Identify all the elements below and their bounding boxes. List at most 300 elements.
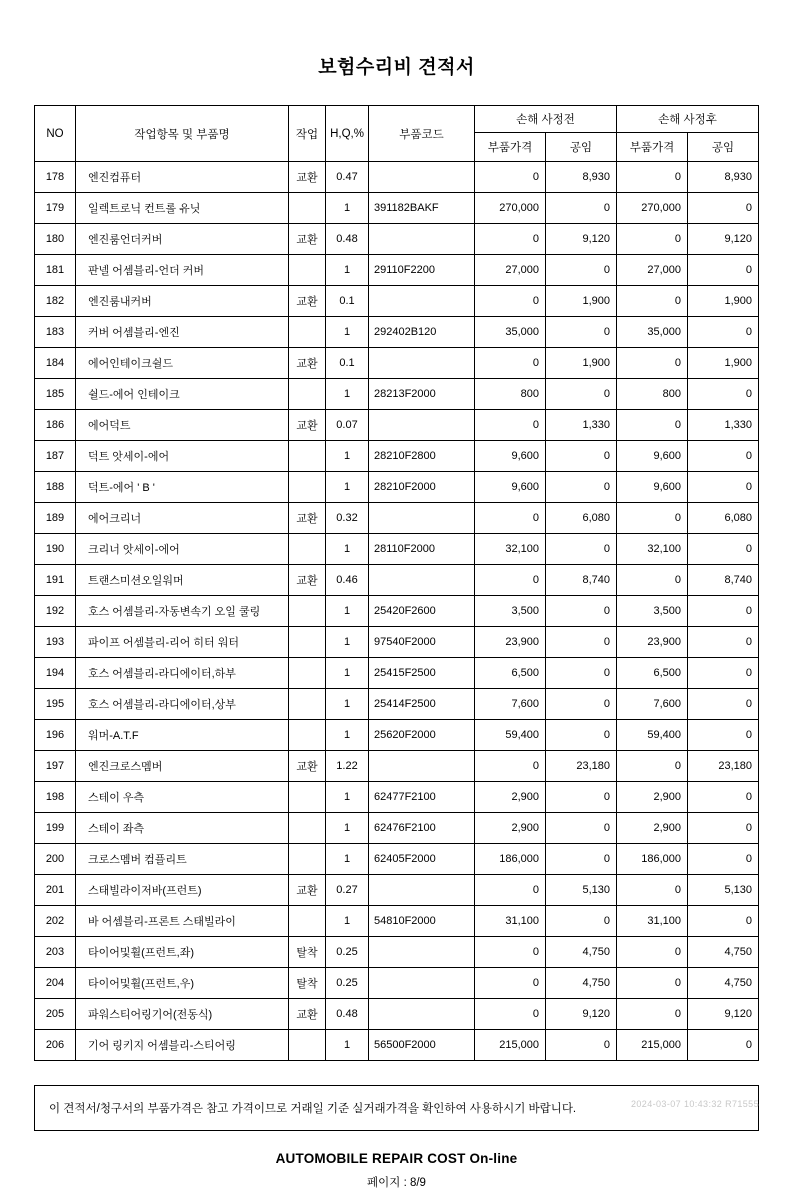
table-row xyxy=(35,751,759,782)
cell-code: 28110F2000 xyxy=(369,534,475,565)
table-row xyxy=(35,472,759,503)
table-row xyxy=(35,255,759,286)
cell-name: 엔진룸언더커버 xyxy=(76,224,289,255)
cell-price-after: 2,900 xyxy=(617,782,688,813)
header-work: 작업 xyxy=(289,106,326,162)
table-row xyxy=(35,999,759,1030)
cell-hq: 1 xyxy=(326,534,369,565)
cell-labor-before: 0 xyxy=(546,441,617,472)
cell-hq: 1 xyxy=(326,844,369,875)
cell-work xyxy=(289,379,326,410)
cell-code xyxy=(369,875,475,906)
cell-labor-before: 4,750 xyxy=(546,968,617,999)
cell-labor-before: 0 xyxy=(546,472,617,503)
cell-price-before: 0 xyxy=(475,937,546,968)
cell-price-before: 0 xyxy=(475,410,546,441)
cell-labor-after: 0 xyxy=(688,379,759,410)
cell-work: 탈착 xyxy=(289,937,326,968)
cell-labor-before: 0 xyxy=(546,534,617,565)
cell-work: 교환 xyxy=(289,410,326,441)
cell-labor-after: 0 xyxy=(688,627,759,658)
cell-price-before: 0 xyxy=(475,565,546,596)
cell-price-after: 0 xyxy=(617,162,688,193)
table-row xyxy=(35,596,759,627)
cell-name: 스태빌라이저바(프런트) xyxy=(76,875,289,906)
cell-hq: 1 xyxy=(326,906,369,937)
cell-price-before: 27,000 xyxy=(475,255,546,286)
cell-hq: 1 xyxy=(326,255,369,286)
table-row xyxy=(35,937,759,968)
cell-labor-before: 0 xyxy=(546,193,617,224)
cell-no: 191 xyxy=(35,565,76,596)
cell-code: 25420F2600 xyxy=(369,596,475,627)
cell-labor-before: 0 xyxy=(546,1030,617,1061)
cell-price-after: 35,000 xyxy=(617,317,688,348)
cell-labor-after: 4,750 xyxy=(688,968,759,999)
cell-price-after: 215,000 xyxy=(617,1030,688,1061)
cell-labor-before: 0 xyxy=(546,720,617,751)
cell-no: 203 xyxy=(35,937,76,968)
cell-no: 193 xyxy=(35,627,76,658)
cell-labor-before: 0 xyxy=(546,317,617,348)
cell-price-before: 2,900 xyxy=(475,782,546,813)
cell-no: 183 xyxy=(35,317,76,348)
cell-hq: 1 xyxy=(326,472,369,503)
cell-labor-after: 0 xyxy=(688,441,759,472)
cell-code: 25620F2000 xyxy=(369,720,475,751)
cell-hq: 1 xyxy=(326,379,369,410)
cell-hq: 0.32 xyxy=(326,503,369,534)
cell-work: 교환 xyxy=(289,751,326,782)
cell-code xyxy=(369,751,475,782)
cell-price-after: 0 xyxy=(617,565,688,596)
cell-hq: 0.48 xyxy=(326,999,369,1030)
cell-price-before: 0 xyxy=(475,968,546,999)
page-title: 보험수리비 견적서 xyxy=(318,57,475,78)
cell-price-before: 59,400 xyxy=(475,720,546,751)
cell-work xyxy=(289,472,326,503)
cell-hq: 0.27 xyxy=(326,875,369,906)
table-row xyxy=(35,627,759,658)
cell-price-after: 31,100 xyxy=(617,906,688,937)
header-labor-after: 공임 xyxy=(688,133,759,162)
cell-labor-after: 0 xyxy=(688,906,759,937)
cell-hq: 1 xyxy=(326,317,369,348)
cell-code xyxy=(369,968,475,999)
cell-work xyxy=(289,689,326,720)
cell-labor-after: 1,330 xyxy=(688,410,759,441)
notice-text: 이 견적서/청구서의 부품가격은 참고 가격이므로 거래일 기준 실거래가격을 확인하여 사용하시기 바랍니다. xyxy=(49,1103,577,1115)
cell-hq: 1 xyxy=(326,627,369,658)
cell-labor-after: 8,930 xyxy=(688,162,759,193)
cell-hq: 1 xyxy=(326,596,369,627)
cell-code: 54810F2000 xyxy=(369,906,475,937)
cell-name: 크로스멤버 컴플리트 xyxy=(76,844,289,875)
cell-price-after: 186,000 xyxy=(617,844,688,875)
cell-code xyxy=(369,224,475,255)
cell-price-before: 2,900 xyxy=(475,813,546,844)
cell-no: 182 xyxy=(35,286,76,317)
cell-price-before: 0 xyxy=(475,875,546,906)
cell-hq: 0.25 xyxy=(326,937,369,968)
cell-work xyxy=(289,813,326,844)
cell-labor-after: 0 xyxy=(688,534,759,565)
cell-labor-after: 0 xyxy=(688,689,759,720)
cell-price-before: 270,000 xyxy=(475,193,546,224)
cell-price-after: 9,600 xyxy=(617,441,688,472)
cell-no: 206 xyxy=(35,1030,76,1061)
cell-labor-before: 6,080 xyxy=(546,503,617,534)
table-row xyxy=(35,379,759,410)
cell-name: 타이어및휠(프런트,좌) xyxy=(76,937,289,968)
cell-work: 교환 xyxy=(289,224,326,255)
footer-brand: AUTOMOBILE REPAIR COST On-line xyxy=(275,1151,518,1166)
table-row xyxy=(35,689,759,720)
cell-price-after: 59,400 xyxy=(617,720,688,751)
cell-no: 178 xyxy=(35,162,76,193)
cell-labor-after: 1,900 xyxy=(688,286,759,317)
cell-price-before: 6,500 xyxy=(475,658,546,689)
cell-labor-after: 0 xyxy=(688,782,759,813)
table-row xyxy=(35,875,759,906)
cell-price-after: 6,500 xyxy=(617,658,688,689)
cell-labor-after: 0 xyxy=(688,317,759,348)
cell-labor-after: 9,120 xyxy=(688,999,759,1030)
cell-work: 교환 xyxy=(289,286,326,317)
table-row xyxy=(35,162,759,193)
cell-price-before: 0 xyxy=(475,348,546,379)
estimate-table xyxy=(34,105,759,1061)
table-row xyxy=(35,720,759,751)
cell-name: 타이어및휠(프런트,우) xyxy=(76,968,289,999)
cell-code: 62477F2100 xyxy=(369,782,475,813)
cell-code xyxy=(369,503,475,534)
cell-price-before: 0 xyxy=(475,999,546,1030)
cell-code: 292402B120 xyxy=(369,317,475,348)
cell-code: 25414F2500 xyxy=(369,689,475,720)
cell-name: 바 어셈블리-프론트 스태빌라이 xyxy=(76,906,289,937)
cell-no: 192 xyxy=(35,596,76,627)
cell-work: 교환 xyxy=(289,875,326,906)
cell-labor-before: 0 xyxy=(546,379,617,410)
table-row xyxy=(35,286,759,317)
cell-price-before: 0 xyxy=(475,286,546,317)
cell-name: 크리너 앗세이-에어 xyxy=(76,534,289,565)
cell-work xyxy=(289,720,326,751)
cell-work: 교환 xyxy=(289,162,326,193)
cell-labor-before: 1,330 xyxy=(546,410,617,441)
cell-price-after: 0 xyxy=(617,968,688,999)
cell-work: 교환 xyxy=(289,348,326,379)
cell-price-after: 7,600 xyxy=(617,689,688,720)
cell-price-after: 0 xyxy=(617,999,688,1030)
cell-name: 덕트 앗세이-에어 xyxy=(76,441,289,472)
cell-work: 교환 xyxy=(289,999,326,1030)
cell-labor-after: 0 xyxy=(688,844,759,875)
cell-labor-before: 0 xyxy=(546,782,617,813)
cell-hq: 1 xyxy=(326,813,369,844)
table-row xyxy=(35,906,759,937)
cell-work xyxy=(289,193,326,224)
table-row xyxy=(35,441,759,472)
cell-name: 파워스티어링기어(전동식) xyxy=(76,999,289,1030)
cell-price-before: 3,500 xyxy=(475,596,546,627)
cell-no: 204 xyxy=(35,968,76,999)
cell-code: 28213F2000 xyxy=(369,379,475,410)
cell-name: 에어덕트 xyxy=(76,410,289,441)
cell-labor-before: 0 xyxy=(546,627,617,658)
cell-labor-after: 1,900 xyxy=(688,348,759,379)
cell-labor-before: 0 xyxy=(546,658,617,689)
cell-hq: 1 xyxy=(326,782,369,813)
header-no: NO xyxy=(35,106,76,162)
cell-labor-before: 0 xyxy=(546,813,617,844)
cell-labor-before: 9,120 xyxy=(546,224,617,255)
header-name: 작업항목 및 부품명 xyxy=(76,106,289,162)
cell-price-before: 7,600 xyxy=(475,689,546,720)
cell-labor-before: 9,120 xyxy=(546,999,617,1030)
cell-no: 179 xyxy=(35,193,76,224)
table-row xyxy=(35,565,759,596)
cell-price-before: 9,600 xyxy=(475,472,546,503)
cell-code: 62405F2000 xyxy=(369,844,475,875)
cell-hq: 0.48 xyxy=(326,224,369,255)
cell-code xyxy=(369,937,475,968)
cell-no: 197 xyxy=(35,751,76,782)
cell-code xyxy=(369,999,475,1030)
cell-labor-before: 23,180 xyxy=(546,751,617,782)
cell-price-after: 9,600 xyxy=(617,472,688,503)
cell-name: 호스 어셈블리-라디에이터,상부 xyxy=(76,689,289,720)
cell-labor-before: 1,900 xyxy=(546,348,617,379)
cell-name: 쉴드-에어 인테이크 xyxy=(76,379,289,410)
cell-name: 호스 어셈블리-자동변속기 오일 쿨링 xyxy=(76,596,289,627)
cell-no: 205 xyxy=(35,999,76,1030)
cell-no: 198 xyxy=(35,782,76,813)
table-row xyxy=(35,317,759,348)
table-row xyxy=(35,658,759,689)
cell-price-before: 0 xyxy=(475,162,546,193)
table-row xyxy=(35,503,759,534)
cell-no: 184 xyxy=(35,348,76,379)
table-row xyxy=(35,193,759,224)
cell-work xyxy=(289,658,326,689)
cell-price-before: 32,100 xyxy=(475,534,546,565)
footer-page-number: 페이지 : 8/9 xyxy=(367,1177,426,1189)
cell-labor-after: 9,120 xyxy=(688,224,759,255)
cell-name: 판넬 어셈블리-언더 커버 xyxy=(76,255,289,286)
cell-code xyxy=(369,286,475,317)
cell-name: 커버 어셈블리-엔진 xyxy=(76,317,289,348)
cell-hq: 0.46 xyxy=(326,565,369,596)
cell-no: 188 xyxy=(35,472,76,503)
cell-name: 엔진컴퓨터 xyxy=(76,162,289,193)
cell-price-after: 23,900 xyxy=(617,627,688,658)
cell-name: 엔진룸내커버 xyxy=(76,286,289,317)
cell-price-before: 0 xyxy=(475,224,546,255)
cell-name: 에어인테이크쉴드 xyxy=(76,348,289,379)
header-hq: H,Q,% xyxy=(326,106,369,162)
cell-no: 199 xyxy=(35,813,76,844)
table-row xyxy=(35,534,759,565)
cell-name: 호스 어셈블리-라디에이터,하부 xyxy=(76,658,289,689)
cell-hq: 0.47 xyxy=(326,162,369,193)
cell-labor-before: 5,130 xyxy=(546,875,617,906)
header-labor-before: 공임 xyxy=(546,133,617,162)
cell-code: 97540F2000 xyxy=(369,627,475,658)
header-price-before: 부품가격 xyxy=(475,133,546,162)
table-row xyxy=(35,782,759,813)
table-row xyxy=(35,410,759,441)
cell-labor-before: 0 xyxy=(546,906,617,937)
cell-work: 교환 xyxy=(289,565,326,596)
cell-labor-before: 8,740 xyxy=(546,565,617,596)
cell-price-before: 0 xyxy=(475,751,546,782)
cell-labor-after: 0 xyxy=(688,472,759,503)
cell-no: 187 xyxy=(35,441,76,472)
cell-work: 교환 xyxy=(289,503,326,534)
cell-labor-after: 0 xyxy=(688,596,759,627)
cell-work xyxy=(289,627,326,658)
cell-labor-after: 0 xyxy=(688,1030,759,1061)
table-row xyxy=(35,348,759,379)
cell-name: 스테이 우측 xyxy=(76,782,289,813)
cell-hq: 1 xyxy=(326,441,369,472)
cell-price-before: 9,600 xyxy=(475,441,546,472)
cell-no: 201 xyxy=(35,875,76,906)
cell-name: 워머-A.T.F xyxy=(76,720,289,751)
cell-code xyxy=(369,348,475,379)
table-head xyxy=(35,106,759,162)
cell-code xyxy=(369,565,475,596)
cell-code xyxy=(369,410,475,441)
table-body xyxy=(35,162,759,1061)
cell-no: 189 xyxy=(35,503,76,534)
table-row xyxy=(35,224,759,255)
cell-work xyxy=(289,255,326,286)
cell-code: 29110F2200 xyxy=(369,255,475,286)
cell-no: 195 xyxy=(35,689,76,720)
cell-code: 56500F2000 xyxy=(369,1030,475,1061)
cell-labor-before: 0 xyxy=(546,844,617,875)
cell-name: 에어크리너 xyxy=(76,503,289,534)
cell-name: 덕트-에어 ' B ' xyxy=(76,472,289,503)
cell-name: 스테이 좌측 xyxy=(76,813,289,844)
cell-labor-before: 1,900 xyxy=(546,286,617,317)
cell-work xyxy=(289,441,326,472)
cell-no: 196 xyxy=(35,720,76,751)
header-group-after: 손해 사정후 xyxy=(617,106,759,133)
cell-price-after: 27,000 xyxy=(617,255,688,286)
cell-hq: 0.25 xyxy=(326,968,369,999)
cell-no: 194 xyxy=(35,658,76,689)
cell-price-after: 0 xyxy=(617,348,688,379)
cell-work xyxy=(289,1030,326,1061)
cell-no: 181 xyxy=(35,255,76,286)
cell-price-before: 186,000 xyxy=(475,844,546,875)
cell-no: 185 xyxy=(35,379,76,410)
cell-price-after: 800 xyxy=(617,379,688,410)
cell-no: 180 xyxy=(35,224,76,255)
cell-labor-before: 0 xyxy=(546,689,617,720)
cell-labor-after: 0 xyxy=(688,720,759,751)
cell-no: 202 xyxy=(35,906,76,937)
cell-no: 200 xyxy=(35,844,76,875)
cell-hq: 1 xyxy=(326,658,369,689)
cell-labor-before: 4,750 xyxy=(546,937,617,968)
cell-labor-after: 23,180 xyxy=(688,751,759,782)
cell-labor-after: 0 xyxy=(688,255,759,286)
cell-work xyxy=(289,782,326,813)
cell-name: 일렉트로닉 컨트롤 유닛 xyxy=(76,193,289,224)
cell-price-after: 2,900 xyxy=(617,813,688,844)
cell-price-after: 32,100 xyxy=(617,534,688,565)
cell-hq: 1.22 xyxy=(326,751,369,782)
cell-name: 파이프 어셈블리-리어 히터 워터 xyxy=(76,627,289,658)
cell-work xyxy=(289,596,326,627)
cell-labor-after: 4,750 xyxy=(688,937,759,968)
cell-code xyxy=(369,162,475,193)
cell-code: 28210F2000 xyxy=(369,472,475,503)
cell-price-after: 0 xyxy=(617,503,688,534)
cell-labor-after: 0 xyxy=(688,658,759,689)
table-row xyxy=(35,968,759,999)
cell-price-before: 31,100 xyxy=(475,906,546,937)
cell-name: 엔진크로스멤버 xyxy=(76,751,289,782)
cell-hq: 0.07 xyxy=(326,410,369,441)
cell-code: 391182BAKF xyxy=(369,193,475,224)
cell-work xyxy=(289,534,326,565)
cell-name: 트랜스미션오일워머 xyxy=(76,565,289,596)
cell-price-after: 0 xyxy=(617,286,688,317)
cell-price-before: 0 xyxy=(475,503,546,534)
cell-price-after: 0 xyxy=(617,224,688,255)
cell-labor-after: 6,080 xyxy=(688,503,759,534)
cell-name: 기어 링키지 어셈블리-스티어링 xyxy=(76,1030,289,1061)
cell-price-before: 35,000 xyxy=(475,317,546,348)
table-row xyxy=(35,1030,759,1061)
cell-hq: 0.1 xyxy=(326,286,369,317)
cell-price-before: 215,000 xyxy=(475,1030,546,1061)
cell-price-after: 3,500 xyxy=(617,596,688,627)
cell-labor-before: 8,930 xyxy=(546,162,617,193)
cell-price-after: 270,000 xyxy=(617,193,688,224)
cell-labor-after: 0 xyxy=(688,813,759,844)
cell-labor-after: 0 xyxy=(688,193,759,224)
cell-price-after: 0 xyxy=(617,875,688,906)
table-row xyxy=(35,813,759,844)
cell-code: 25415F2500 xyxy=(369,658,475,689)
cell-labor-before: 0 xyxy=(546,255,617,286)
cell-work xyxy=(289,906,326,937)
cell-hq: 1 xyxy=(326,193,369,224)
cell-work xyxy=(289,317,326,348)
cell-no: 190 xyxy=(35,534,76,565)
header-code: 부품코드 xyxy=(369,106,475,162)
cell-price-after: 0 xyxy=(617,937,688,968)
cell-labor-before: 0 xyxy=(546,596,617,627)
cell-price-before: 800 xyxy=(475,379,546,410)
table-row xyxy=(35,844,759,875)
cell-labor-after: 8,740 xyxy=(688,565,759,596)
header-group-before: 손해 사정전 xyxy=(475,106,617,133)
cell-labor-after: 5,130 xyxy=(688,875,759,906)
cell-hq: 1 xyxy=(326,1030,369,1061)
cell-work xyxy=(289,844,326,875)
print-timestamp-stamp: 2024-03-07 10:43:32 R71555 xyxy=(631,1099,759,1109)
cell-hq: 1 xyxy=(326,720,369,751)
cell-no: 186 xyxy=(35,410,76,441)
